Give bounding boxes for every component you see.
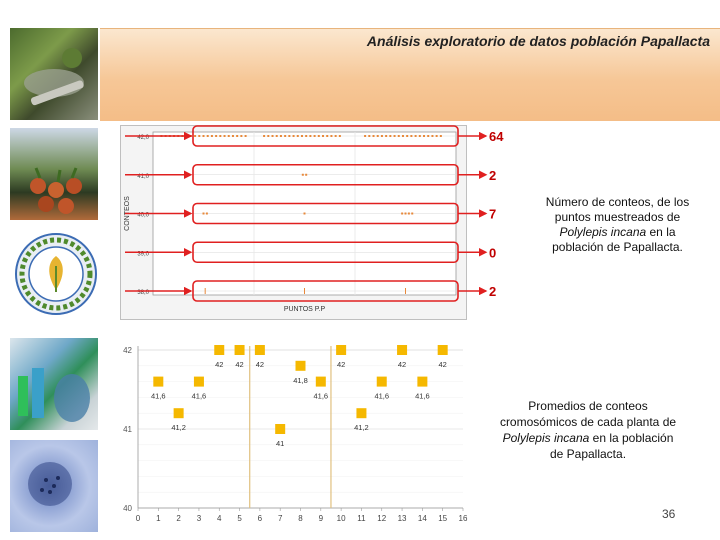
x-tick-label: 11 [357,514,366,523]
x-tick-label: 3 [196,514,202,523]
data-point [214,345,224,355]
data-label: 42 [235,360,244,369]
data-point [377,377,387,387]
count-band [193,165,458,185]
x-tick-label: 9 [318,514,324,523]
desc1-species: Polylepis incana [559,225,647,239]
count-label: 7 [489,206,497,222]
promedios-description [498,398,678,462]
desc2-part2: en la población de Papallacta. [549,431,674,461]
y-tick-label: 41 [123,425,132,434]
desc1-part2: en la población de Papallacta. [552,225,683,254]
desc2-species: Polylepis incana [502,431,590,445]
data-label: 41,6 [151,391,166,401]
x-tick-label: 7 [277,514,283,523]
x-tick-label: 5 [237,514,242,523]
data-point [275,424,285,434]
count-band [193,242,458,262]
x-axis-label: PUNTOS P.P [283,306,326,313]
data-label: 41,8 [293,375,308,385]
y-tick-label: 42,0 [137,135,149,141]
data-point [417,377,427,387]
promedios-chart-panel [118,340,470,532]
desc2-part1: Promedios de conteos cromosómicos de cada planta de [499,399,677,429]
y-tick-label: 42 [123,346,132,355]
data-point [194,377,204,387]
x-tick-label: 0 [135,514,141,523]
y-axis-label: CONTEOS [124,196,131,231]
data-label: 41,6 [415,391,430,401]
x-tick-label: 13 [397,514,407,523]
x-tick-label: 6 [257,514,263,523]
x-tick-label: 2 [176,514,181,523]
data-point [255,345,265,355]
data-point [296,361,306,371]
data-point [356,408,366,418]
count-label: 2 [489,284,497,299]
y-tick-label: 38,0 [137,290,149,296]
conteos-description [540,195,695,255]
y-tick-label: 40,0 [137,212,149,219]
y-tick-label: 39,0 [137,251,149,258]
page-number: 36 [662,507,676,521]
data-label: 41 [276,439,285,448]
data-label: 42 [438,360,447,369]
slide-title: Análisis exploratorio de datos población Papallacta [366,33,710,49]
data-label: 42 [397,360,407,369]
data-label: 42 [215,360,224,369]
x-tick-label: 10 [336,514,346,523]
count-band [193,281,458,301]
data-point [397,345,407,355]
promedios-chart [118,340,470,532]
y-tick-label: 41,0 [137,173,149,180]
data-point [235,345,245,355]
x-tick-label: 8 [298,514,303,523]
x-tick-label: 14 [417,514,427,523]
data-label: 41,2 [354,423,369,433]
data-point [174,408,184,418]
y-tick-label: 40 [123,504,132,513]
x-tick-label: 12 [377,514,387,523]
count-label: 2 [489,167,497,183]
data-label: 42 [255,360,265,369]
data-point [153,377,163,387]
data-label: 42 [336,360,346,369]
count-band [193,126,458,146]
x-tick-label: 4 [217,514,222,523]
desc1-part1: Número de conteos, de los puntos muestreados de [545,195,690,224]
data-label: 41,6 [191,391,207,401]
x-tick-label: 15 [438,514,448,523]
x-tick-label: 16 [458,514,468,523]
x-tick-label: 1 [156,514,161,523]
data-point [336,345,346,355]
data-label: 41,2 [171,423,186,433]
data-point [316,377,326,387]
count-label: 64 [489,129,504,144]
data-label: 41,6 [374,391,390,401]
count-band [193,204,458,224]
data-point [438,345,448,355]
data-label: 41,6 [313,391,329,401]
count-label: 0 [489,245,497,261]
